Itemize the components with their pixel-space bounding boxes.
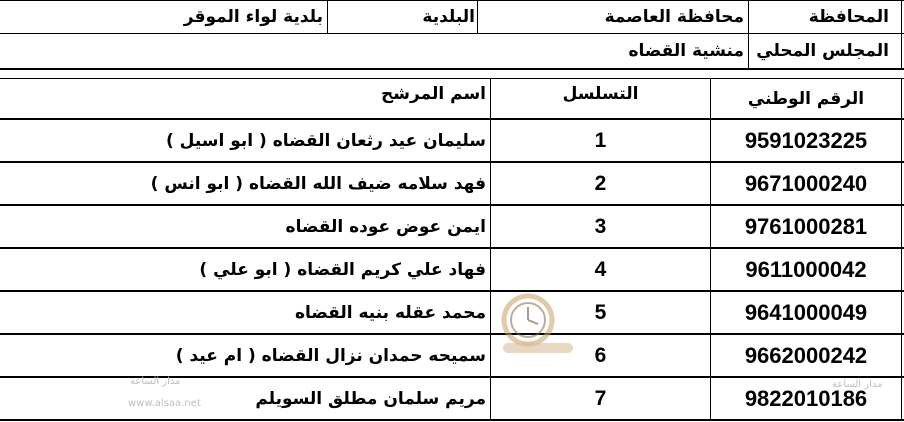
national-id-cell: 9761000281 [744,213,868,239]
national-id-cell: 9591023225 [744,127,868,153]
national-id-cell: 9611000042 [745,256,867,282]
grid-line [0,419,904,421]
candidate-name-cell: مريم سلمان مطلق السويلم [255,388,486,409]
watermark-text-right: مدار الساعة [832,379,883,390]
sequence-cell: 4 [594,257,607,281]
sequence-cell: 3 [594,214,607,238]
column-header-sequence: التسلسل [562,84,639,104]
local-council-value: منشية القضاه [628,41,744,61]
grid-line [901,78,902,421]
municipality-label: البلدية [422,7,475,27]
local-council-label: المجلس المحلي [756,41,889,61]
candidate-name-cell: فهد سلامه ضيف الله القضاه ( ابو انس ) [150,173,486,194]
sequence-cell: 6 [594,343,607,367]
grid-line [901,0,902,70]
column-header-national-id: الرقم الوطني [747,88,865,109]
candidate-name-cell: ايمن عوض عوده القضاه [285,216,486,237]
candidate-name-cell: سليمان عيد رثعان القضاه ( ابو اسيل ) [165,130,486,151]
national-id-cell: 9671000240 [744,170,868,196]
sequence-cell: 2 [594,171,607,195]
national-id-cell: 9662000242 [744,342,868,368]
municipality-value: بلدية لواء الموقر [183,7,323,27]
sequence-cell: 1 [594,128,607,152]
sequence-cell: 5 [594,300,607,324]
candidate-name-cell: فهاد علي كريم القضاه ( ابو علي ) [199,259,486,280]
governorate-label: المحافظة [808,7,889,27]
national-id-cell: 9822010186 [744,385,868,411]
governorate-value: محافظة العاصمة [604,7,744,27]
sequence-cell: 7 [594,386,607,410]
candidate-name-cell: محمد عقله بنيه القضاه [294,302,486,323]
grid-line [0,68,904,70]
column-header-candidate-name: اسم المرشح [381,84,486,104]
candidate-name-cell: سميحه حمدان نزال القضاه ( ام عيد ) [175,345,486,366]
watermark-text: مدار الساعة [130,376,181,387]
watermark-url: www.alsaa.net [128,398,201,409]
national-id-cell: 9641000049 [744,299,868,325]
